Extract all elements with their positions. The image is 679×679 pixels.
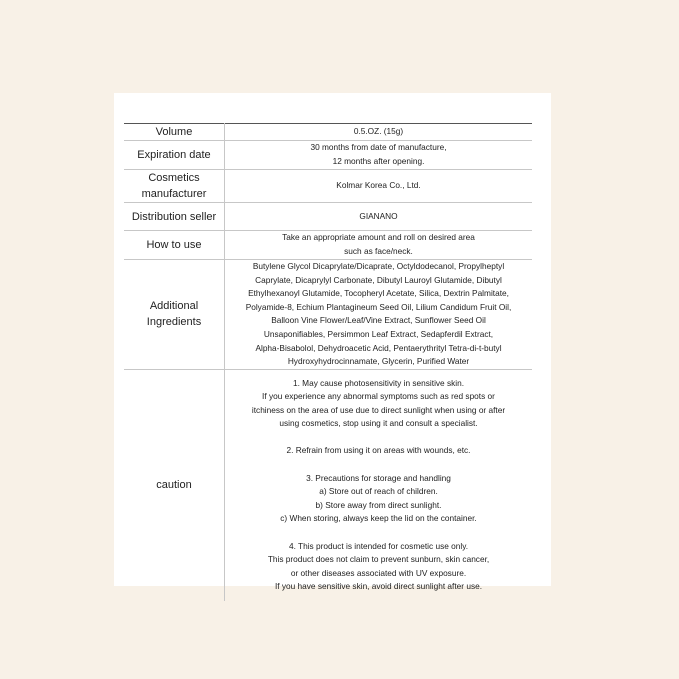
ingredients-label-line: Ingredients (146, 316, 202, 329)
caution-line: using cosmetics, stop using it and consult a specialist. (279, 418, 478, 429)
volume-value: 0.5.OZ. (15g) (225, 124, 533, 141)
ingredients-line: Alpha-Bisabolol, Dehydroacetic Acid, Pentaerythrityl Tetra-di-t-butyl (255, 342, 502, 353)
caution-line: c) When storing, always keep the lid on the container. (280, 513, 477, 524)
row-volume (124, 124, 532, 141)
caution-label: caution (124, 369, 225, 601)
how-to-use-value (225, 231, 533, 260)
caution-line: a) Store out of reach of children. (319, 486, 438, 497)
expiration-line: 30 months from date of manufacture, (310, 142, 447, 153)
expiration-label: Expiration date (124, 141, 225, 170)
row-distribution-seller (124, 203, 532, 231)
caution-line: This product does not claim to prevent sunburn, skin cancer, (267, 554, 490, 565)
expiration-line: 12 months after opening. (332, 156, 425, 166)
caution-line: b) Store away from direct sunlight. (315, 499, 442, 510)
manufacturer-label-line: Cosmetics (148, 172, 200, 184)
caution-line: 3. Precautions for storage and handling (306, 472, 451, 483)
volume-label: Volume (124, 124, 225, 141)
row-manufacturer (124, 170, 532, 203)
manufacturer-label (124, 170, 225, 203)
product-info-card (114, 93, 551, 592)
caution-line: 4. This product is intended for cosmetic use only. (288, 540, 469, 551)
ingredients-line: Ethylhexanoyl Glutamide, Tocopheryl Acetate, Silica, Dextrin Palmitate, (248, 288, 509, 299)
manufacturer-value: Kolmar Korea Co., Ltd. (225, 170, 533, 203)
caution-line: itchiness on the area of use due to direct sunlight when using or after (251, 404, 506, 415)
caution-line: 1. May cause photosensitivity in sensitive skin. (292, 377, 465, 388)
ingredients-line: Unsaponifiables, Persimmon Leaf Extract, Sedapferdil Extract, (263, 328, 494, 339)
caution-spacer (225, 458, 532, 472)
ingredients-line: Balloon Vine Flower/Leaf/Vine Extract, Sunflower Seed Oil (271, 315, 486, 326)
caution-line: If you experience any abnormal symptoms such as red spots or (262, 391, 495, 402)
caution-line: or other diseases associated with UV exposure. (290, 567, 467, 578)
ingredients-line: Hydroxyhydrocinnamate, Glycerin, Purified Water (287, 356, 470, 367)
how-to-use-line: Take an appropriate amount and roll on desired area (282, 232, 475, 243)
row-how-to-use (124, 231, 532, 260)
manufacturer-label-line: manufacturer (141, 188, 207, 200)
how-to-use-label: How to use (124, 231, 225, 260)
ingredients-line: Butylene Glycol Dicaprylate/Dicaprate, Octyldodecanol, Propylheptyl (252, 261, 505, 271)
ingredients-line: Caprylate, Dicaprylyl Carbonate, Dibutyl Lauroyl Glutamide, Dibutyl (255, 274, 502, 285)
row-caution (124, 369, 532, 601)
caution-value (225, 369, 533, 601)
row-additional-ingredients (124, 260, 532, 370)
caution-line: 2. Refrain from using it on areas with wounds, etc. (286, 445, 471, 456)
caution-line: If you have sensitive skin, avoid direct sunlight after use. (274, 581, 483, 592)
ingredients-label-line: Additional (149, 300, 199, 313)
ingredients-line: Polyamide-8, Echium Plantagineum Seed Oil, Lilium Candidum Fruit Oil, (245, 301, 512, 312)
distribution-label: Distribution seller (124, 203, 225, 231)
caution-spacer (225, 431, 532, 445)
ingredients-value (225, 260, 533, 370)
distribution-value: GIANANO (225, 203, 533, 231)
row-expiration-date (124, 141, 532, 170)
product-spec-table (124, 123, 532, 601)
expiration-value (225, 141, 533, 170)
how-to-use-line: such as face/neck. (344, 246, 413, 256)
caution-spacer (225, 526, 532, 540)
ingredients-label (124, 260, 225, 370)
